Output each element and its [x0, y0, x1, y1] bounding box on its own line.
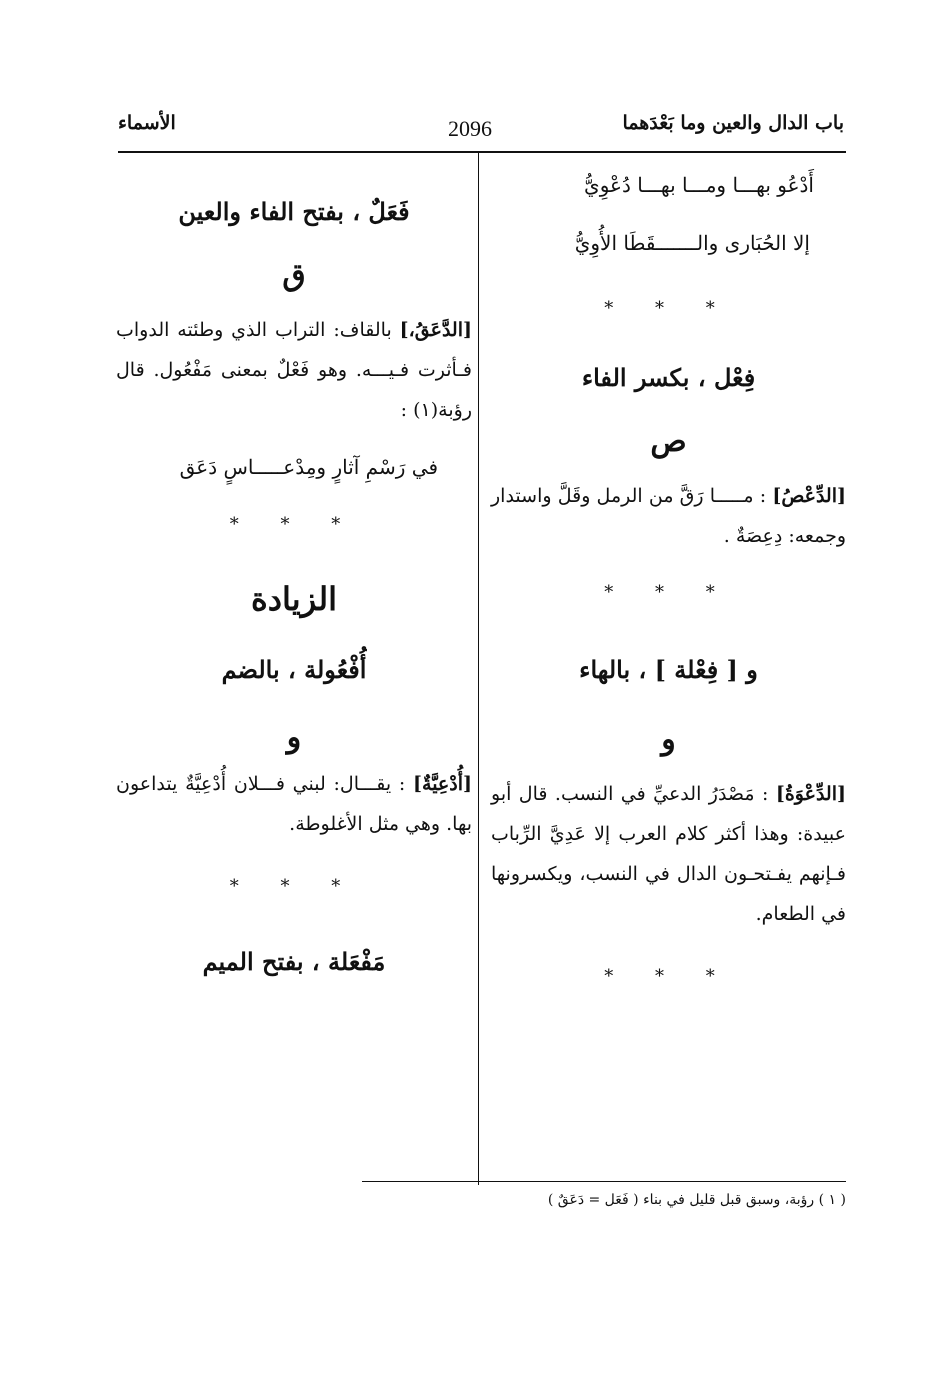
section-separator: * * *	[229, 876, 359, 897]
entry-text: : يقـــال: لبني فـــلان أُدْعِيَّةٌ يتداعون بها. وهي مثل الأغلوطة.	[116, 773, 472, 835]
entry-text: بالقاف: التراب الذي وطئته الدواب فـأثرت فـيـــه. وهو فَعْلٌ بمعنى مَفْعُول. قال رؤبة(١) :	[116, 319, 472, 421]
header-rule	[118, 151, 846, 153]
verse-line: إلا الحُبَارى والـــــــقَطَا الأُوِيُّ	[574, 231, 810, 255]
section-separator: * * *	[604, 582, 733, 603]
entry-keyword: [الدِّعْوَةُ]	[775, 783, 846, 805]
right-column	[491, 170, 846, 992]
column-divider	[478, 153, 479, 1185]
letter-heading: و	[286, 720, 302, 755]
letter-heading: و	[661, 722, 676, 757]
section-heading: فِعْل ، بكسر الفاء	[581, 363, 756, 392]
dictionary-entry	[116, 764, 472, 844]
verse-line: في رَسْمِ آثارٍ ومِدْعـــــاسٍ دَعَق	[179, 455, 438, 479]
section-separator: * * *	[229, 514, 359, 535]
entry-text: : مـــــا رَقَّ من الرمل وقَلَّ واستدار وجمعه: دِعِصَةٌ .	[491, 485, 846, 547]
section-heading: مَفْعَلة ، بفتح الميم	[202, 947, 386, 976]
letter-heading: ق	[282, 258, 306, 293]
entry-keyword: [الدِّعْصُ]	[772, 485, 846, 507]
verse-line: أَدْعُو بهـــا ومـــا بهـــا دُعْوِيُّ	[584, 173, 814, 197]
section-separator: * * *	[604, 966, 733, 987]
dictionary-entry	[491, 476, 846, 556]
section-heading: و [ فِعْلة ] ، بالهاء	[579, 655, 758, 684]
section-heading: فَعَلٌ ، بفتح الفاء والعين	[178, 197, 410, 226]
section-heading: أُفْعُولة ، بالضم	[221, 655, 367, 684]
footnote: ( ١ ) رؤبة، وسبق قبل قليل في بناء ( فَعَل = دَعَقٌ )	[547, 1192, 846, 1208]
page-number: 2096	[448, 116, 492, 141]
section-title: الزيادة	[251, 580, 337, 618]
section-separator: * * *	[604, 298, 733, 319]
dictionary-entry	[491, 774, 846, 934]
letter-heading: ص	[650, 424, 687, 459]
entry-text: : مَصْدَرُ الدعيِّ في النسب. قال أبو عبيدة: وهذا أكثر كلام العرب إلا عَدِيَّ الرِّباب فـإنهم يفـتحـون الدال في النسب، ويكسرونها في الطعام.	[491, 783, 846, 925]
running-head-section: الأسماء	[118, 112, 176, 134]
dictionary-entry	[116, 310, 472, 430]
footnote-rule	[362, 1181, 846, 1182]
left-column	[116, 170, 472, 982]
running-head-chapter: باب الدال والعين وما بَعْدَهما	[622, 112, 844, 134]
entry-keyword: [الدَّعَقُ،]	[399, 319, 472, 341]
entry-keyword: [أُدْعِيَّةٌ]	[413, 773, 472, 795]
